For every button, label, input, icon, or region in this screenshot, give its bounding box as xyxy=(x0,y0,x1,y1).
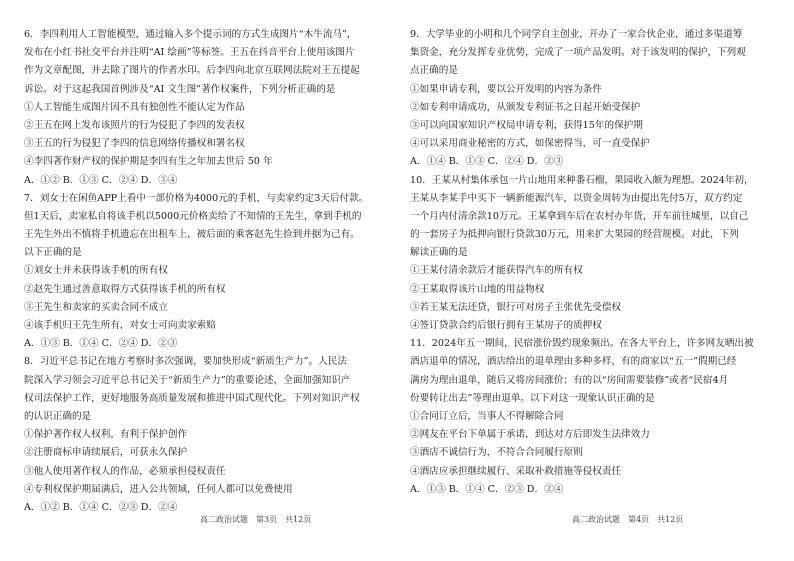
text-line: 王某从李某手中买下一辆新能源汽车，以资金周转为由提出先付5万，双方约定 xyxy=(410,192,743,204)
text-line: 发布在小红书社交平台并注明“AI 绘画”等标签。王五在抖音平台上使用该图片 xyxy=(24,47,355,59)
option-line: ④酒店应承担继续履行、采取补救措施等侵权责任 xyxy=(410,465,622,477)
option-line: ②王五在网上发布该照片的行为侵犯了李四的发表权 xyxy=(24,119,245,131)
answer-choices: A．①② B．①③ C．②④ D．③④ xyxy=(24,174,178,186)
left-column xyxy=(24,26,404,517)
option-line: ④李四著作财产权的保护期是李四有生之年加去世后 50 年 xyxy=(24,156,273,168)
option-line: ③可以向国家知识产权局申请专利，获得15年的保护期 xyxy=(410,119,643,131)
text-line: 的一套房子为抵押向银行贷款30万元，用来扩大果园的经营规模。对此，下列 xyxy=(410,229,739,241)
option-line: ④签订贷款合约后银行拥有王某房子的质押权 xyxy=(410,320,602,331)
option-line: ③酒店不诚信行为，不符合合同履行原则 xyxy=(410,447,583,459)
text-line: 点正确的是 xyxy=(410,65,458,77)
text-line: 一个月内付清余款10万元。王某拿到车后在农村办年货，开车前往城里，以自己 xyxy=(410,210,749,222)
option-line: ③若王某无法还贷，银行可对房子主张优先受偿权 xyxy=(410,301,622,313)
text-line: 份要转让出去”等理由退单。以下对这一现象认识正确的是 xyxy=(410,392,655,404)
answer-choices: A．①② B．①④ C．②③ D．②④ xyxy=(24,501,178,513)
text-line: 但1天后，卖家私自将该手机以5000元价格卖给了不知情的王先生，拿到手机的 xyxy=(24,210,362,222)
option-line: ①人工智能生成图片因不具有独创性不能认定为作品 xyxy=(24,101,245,113)
answer-choices: A．①④ B．①③ C．②④ D．②③ xyxy=(410,156,564,168)
option-line: ①刘女士并未获得该手机的所有权 xyxy=(24,265,168,277)
page-footer-left: 高二政治试题 第3页 共12页 xyxy=(200,515,312,524)
option-line: ①王某付清余款后才能获得汽车的所有权 xyxy=(410,265,583,277)
text-line: 7．刘女士在闲鱼APP上看中一部价格为4000元的手机，与卖家约定3天后付款。 xyxy=(24,192,369,204)
text-line: 8．习近平总书记在地方考察时多次强调，要加快形成“新质生产力”。人民法 xyxy=(24,356,347,368)
option-line: ①合同订立后，当事人不得解除合同 xyxy=(410,410,564,422)
answer-choices: A．①③ B．①④ C．②④ D．②③ xyxy=(24,338,178,350)
option-line: ①保护著作权人权利，有利于保护创作 xyxy=(24,429,188,441)
option-line: ②注册商标申请续展后，可获永久保护 xyxy=(24,447,188,459)
option-line: ③王先生和卖家的买卖合同不成立 xyxy=(24,301,168,313)
option-line: ④专利权保护期届满后，进入公共领域，任何人都可以免费使用 xyxy=(24,483,293,495)
option-line: ④该手机归王先生所有，对女士可向卖家索赔 xyxy=(24,320,216,331)
text-line: 以下正确的是 xyxy=(24,247,82,259)
text-line: 的认识正确的是 xyxy=(24,410,92,422)
text-line: 酒店退单的情况，酒店给出的退单理由多种多样，有的商家以“五一”假期已经 xyxy=(410,356,737,368)
text-line: 10．王某从村集体承包一片山地用来种番石榴，果园收入颇为理想。2024年初， xyxy=(410,174,754,186)
option-line: ②如专利申请成功，从颁发专利证书之日起开始受保护 xyxy=(410,101,641,113)
option-line: ③他人使用著作权人的作品，必须承担侵权责任 xyxy=(24,465,226,477)
text-line: 解读正确的是 xyxy=(410,247,468,259)
text-line: 满房为理由退单，随后又将房间涨价；有的以“房间需要装修”或者“民宿4月 xyxy=(410,374,729,386)
text-line: 诉讼。对于这起我国首例涉及“AI 文生图”著作权案件，下列分析正确的是 xyxy=(24,83,336,95)
option-line: ②王某取得该片山地的用益物权 xyxy=(410,283,545,295)
text-line: 11．2024年五一期间，民宿涨价毁约现象频出。在各大平台上，许多网友晒出被 xyxy=(410,338,754,350)
right-column xyxy=(410,26,790,499)
answer-choices: A．①③ B．①④ C．②③ D．②④ xyxy=(410,483,564,495)
text-line: 集资金，充分发挥专业优势，完成了一项产品发明。对于该发明的保护，下列观 xyxy=(410,47,746,59)
text-line: 9．大学毕业的小明和几个同学自主创业，开办了一家合伙企业，通过多渠道筹 xyxy=(410,29,743,40)
text-line: 6．李四利用人工智能模型，通过输入多个提示词的方式生成图片“木牛流马”， xyxy=(24,29,357,40)
option-line: ③王五的行为侵犯了李四的信息网络传播权和署名权 xyxy=(24,138,245,150)
option-line: ①如果申请专利，要以公开发明的内容为条件 xyxy=(410,83,602,95)
text-line: 作为文章配图，并去除了图片的作者水印。后李四向北京互联网法院对王五提起 xyxy=(24,65,360,77)
text-line: 权司法保护工作，更好地服务高质量发展和推进中国式现代化。下列对知识产权 xyxy=(24,392,360,404)
page-footer-right: 高二政治试题 第4页 共12页 xyxy=(572,515,684,524)
text-line: 王先生外出不慎将手机遗忘在出租车上，被后面的乘客赵先生捡到并据为己有。 xyxy=(24,229,360,241)
text-line: 院深入学习领会习近平总书记关于“新质生产力”的重要论述，全面加强知识产 xyxy=(24,374,351,386)
option-line: ②赵先生通过善意取得方式获得该手机的所有权 xyxy=(24,283,226,295)
option-line: ④可以采用商业秘密的方式，如保密得当，可一直受保护 xyxy=(410,138,650,150)
option-line: ②网友在平台下单属于承诺，到达对方后即发生法律效力 xyxy=(410,429,650,441)
